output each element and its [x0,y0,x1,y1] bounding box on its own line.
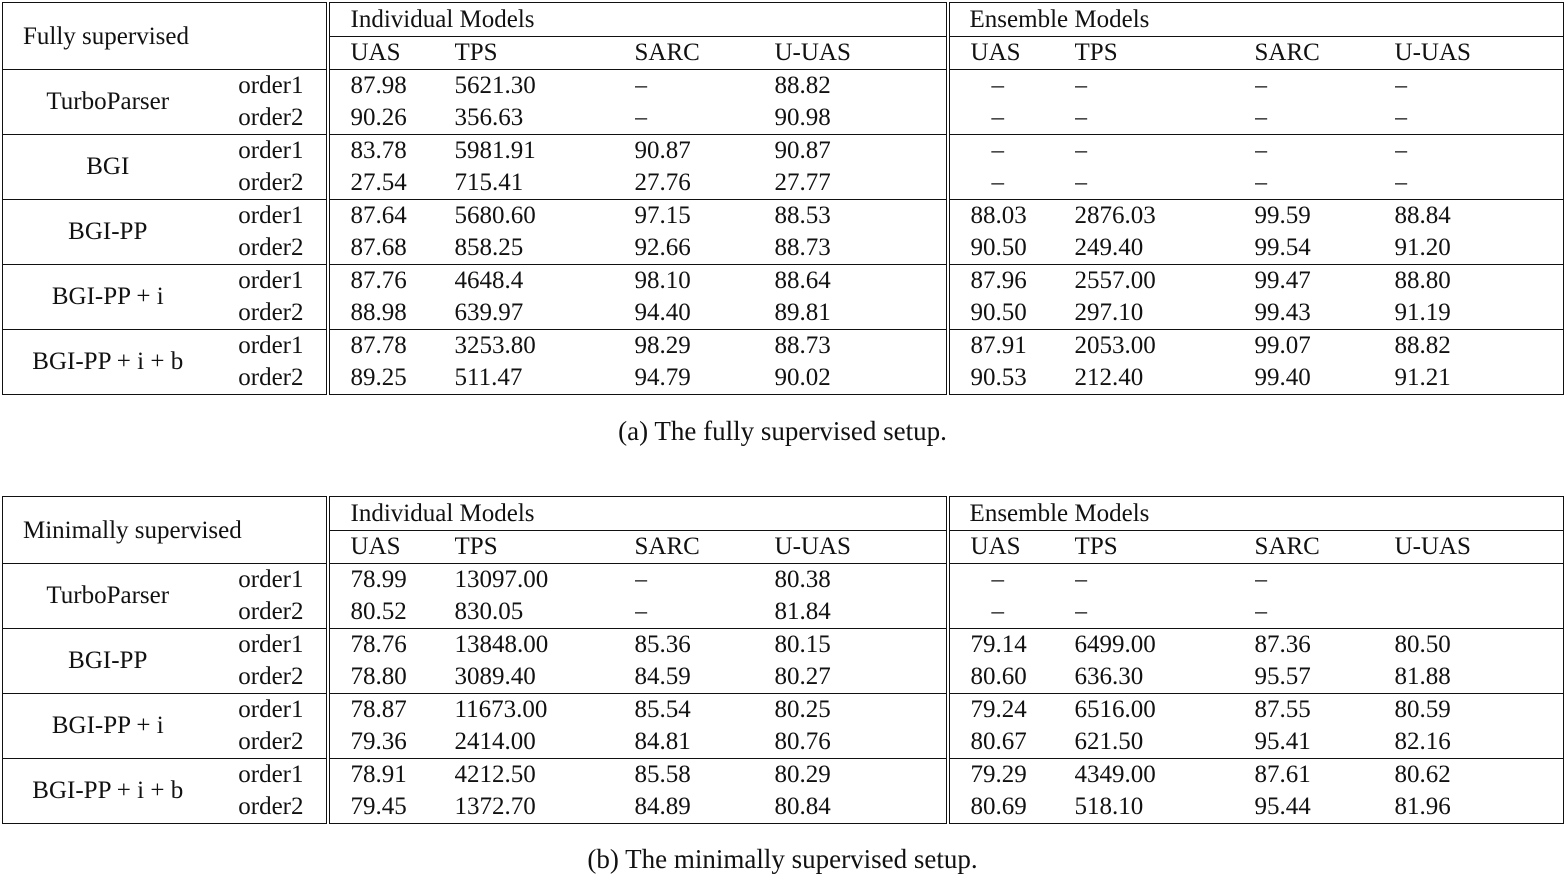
cell-ensemble-sarc: 87.55 [1255,694,1395,727]
spacer [948,37,971,70]
cell-ensemble-uas: – [991,169,1005,196]
table-row [3,759,1564,792]
spacer [328,694,351,727]
cell-ensemble-sarc: – [1254,169,1268,196]
spacer [948,726,971,759]
cell-ensemble-sarc: 99.07 [1255,330,1395,363]
table-row [3,362,1564,395]
cell-ensemble-uas: – [991,72,1005,99]
header-row-groups [3,497,1564,531]
group-header-individual: Individual Models [328,497,948,531]
cell-individual-sarc: – [634,72,647,99]
cell-ensemble-u-uas: 81.96 [1394,793,1451,820]
cell-individual-u-uas: 88.73 [775,232,948,265]
spacer [948,330,971,363]
table-row [3,661,1564,694]
column-header-ensemble: UAS [971,37,1075,70]
cell-individual-uas: 78.80 [350,663,407,690]
spacer [328,200,351,233]
cell-individual-u-uas: 80.15 [775,629,948,662]
cell-individual-u-uas: 80.84 [775,791,948,824]
cell-ensemble-tps: 249.40 [1074,234,1144,261]
cell-individual-tps: 5981.91 [455,135,635,168]
cell-ensemble-uas: – [991,566,1005,593]
cell-ensemble-u-uas: 80.59 [1395,694,1564,727]
cell-ensemble-uas: 90.50 [970,299,1027,326]
cell-ensemble-uas: 90.53 [970,364,1027,391]
order-label: order1 [213,759,328,792]
column-header-ensemble: U-UAS [1395,531,1564,564]
cell-individual-sarc: – [634,566,648,593]
spacer [328,232,351,265]
spacer [328,791,351,824]
spacer [328,70,351,103]
cell-individual-tps: 858.25 [454,234,524,261]
table-row [3,102,1564,135]
cell-ensemble-uas: 90.50 [970,234,1027,261]
cell-individual-tps: 13848.00 [455,629,635,662]
spacer [328,135,351,168]
cell-individual-tps: 11673.00 [455,694,635,727]
cell-individual-uas: 87.76 [351,265,455,298]
cell-individual-u-uas: 90.98 [775,102,948,135]
spacer [328,564,351,597]
table-row [3,564,1564,597]
cell-individual-tps: 4648.4 [455,265,635,298]
spacer [948,531,971,564]
order-label: order2 [213,232,328,265]
results-table-fully-supervised [2,2,1563,395]
cell-ensemble-sarc: – [1255,135,1395,168]
cell-ensemble-u-uas: 88.84 [1395,200,1564,233]
cell-ensemble-tps: 2557.00 [1075,265,1255,298]
cell-individual-u-uas: 88.53 [775,200,948,233]
cell-ensemble-tps: – [1075,135,1255,168]
order-label: order2 [213,791,328,824]
cell-ensemble-sarc: 95.44 [1254,793,1311,820]
column-header-ensemble: TPS [1075,531,1255,564]
cell-individual-u-uas: 80.76 [775,726,948,759]
cell-individual-sarc: 92.66 [634,234,691,261]
cell-ensemble-tps: – [1074,104,1088,131]
cell-ensemble-uas: – [991,598,1005,625]
spacer [948,564,971,597]
spacer [948,661,971,694]
table-row [3,232,1564,265]
model-name: BGI-PP + i [3,265,213,330]
cell-ensemble-uas: 87.96 [971,265,1075,298]
column-header-ensemble: SARC [1255,37,1395,70]
cell-ensemble-u-uas [1395,564,1564,597]
cell-individual-uas: 78.87 [351,694,455,727]
cell-ensemble-uas: – [971,135,1075,168]
model-name: BGI-PP [3,200,213,265]
cell-ensemble-tps: 2876.03 [1075,200,1255,233]
cell-individual-sarc: 94.40 [634,299,691,326]
table-row [3,629,1564,662]
cell-ensemble-sarc: – [1254,72,1268,99]
order-label: order1 [213,70,328,103]
table-row [3,265,1564,298]
cell-ensemble-sarc: 99.40 [1254,364,1311,391]
cell-individual-uas: 83.78 [351,135,455,168]
cell-ensemble-tps: 4349.00 [1075,759,1255,792]
cell-ensemble-uas: 80.60 [970,663,1027,690]
cell-ensemble-sarc: – [1254,566,1268,593]
cell-individual-uas: 88.98 [350,299,407,326]
cell-individual-sarc: 97.15 [635,200,775,233]
cell-ensemble-u-uas: – [1394,72,1408,99]
spacer [328,596,351,629]
table-row [3,330,1564,363]
group-header-ensemble: Ensemble Models [948,3,1564,37]
spacer [948,167,971,200]
order-label: order1 [213,629,328,662]
cell-ensemble-sarc: 99.47 [1255,265,1395,298]
order-label: order1 [213,564,328,597]
spacer [328,167,351,200]
cell-individual-uas: 87.78 [351,330,455,363]
spacer [948,596,971,629]
cell-individual-u-uas: 80.27 [775,661,948,694]
cell-individual-u-uas: 88.64 [775,265,948,298]
header-row-groups [3,3,1564,37]
cell-individual-sarc: 85.36 [635,629,775,662]
cell-ensemble-tps: 6516.00 [1075,694,1255,727]
cell-ensemble-sarc: 99.54 [1254,234,1311,261]
order-label: order2 [213,661,328,694]
table-row [3,70,1564,103]
setup-label: Minimally supervised [3,497,328,564]
order-label: order1 [213,135,328,168]
cell-individual-uas: 78.99 [350,566,407,593]
cell-individual-sarc: 85.58 [635,759,775,792]
cell-individual-tps: 830.05 [454,598,524,625]
spacer [328,661,351,694]
cell-individual-uas: 78.76 [351,629,455,662]
cell-individual-tps: 639.97 [454,299,524,326]
cell-individual-tps: 2414.00 [454,728,536,755]
model-name: TurboParser [46,88,170,115]
spacer [328,265,351,298]
cell-individual-u-uas: 88.73 [775,330,948,363]
cell-individual-u-uas: 90.02 [775,362,948,395]
cell-ensemble-u-uas: – [1394,169,1408,196]
cell-individual-sarc: – [634,104,647,131]
cell-ensemble-uas: 79.29 [971,759,1075,792]
cell-ensemble-sarc: – [1254,104,1268,131]
spacer [948,297,971,330]
table-row [3,791,1564,824]
table-caption-a: (a) The fully supervised setup. [618,416,947,446]
cell-individual-u-uas: 90.87 [775,135,948,168]
cell-ensemble-u-uas: – [1395,135,1564,168]
cell-individual-sarc: 84.59 [634,663,691,690]
model-name: BGI [3,135,213,200]
table [2,2,1564,395]
cell-individual-sarc: 94.79 [634,364,691,391]
cell-ensemble-u-uas: 91.20 [1394,234,1451,261]
cell-ensemble-tps: – [1074,72,1088,99]
spacer [328,759,351,792]
column-header-individual: TPS [455,37,635,70]
cell-individual-uas: 79.45 [350,793,407,820]
table-row [3,726,1564,759]
cell-ensemble-sarc: 99.59 [1255,200,1395,233]
cell-ensemble-u-uas: 88.82 [1395,330,1564,363]
spacer [328,362,351,395]
cell-ensemble-u-uas: 80.50 [1395,629,1564,662]
cell-individual-sarc: 84.81 [634,728,691,755]
cell-ensemble-sarc: 99.43 [1254,299,1311,326]
model-name: BGI-PP [3,629,213,694]
cell-ensemble-uas: 88.03 [971,200,1075,233]
cell-ensemble-uas: 87.91 [971,330,1075,363]
cell-ensemble-uas: 79.14 [971,629,1075,662]
cell-individual-sarc: 98.29 [635,330,775,363]
group-header-individual: Individual Models [328,3,948,37]
cell-individual-uas: 89.25 [350,364,407,391]
spacer [328,330,351,363]
cell-individual-u-uas: 80.29 [775,759,948,792]
cell-ensemble-tps: 2053.00 [1075,330,1255,363]
cell-individual-tps: 356.63 [454,104,524,131]
cell-individual-sarc: 84.89 [634,793,691,820]
cell-individual-uas: 90.26 [350,104,407,131]
cell-ensemble-sarc: 95.41 [1254,728,1311,755]
cell-ensemble-u-uas: 91.19 [1394,299,1451,326]
cell-individual-uas: 79.36 [350,728,407,755]
column-header-ensemble: TPS [1075,37,1255,70]
cell-individual-u-uas: 88.82 [775,70,948,103]
table [2,496,1564,824]
order-label: order2 [213,297,328,330]
model-name: TurboParser [46,582,170,609]
spacer [948,232,971,265]
spacer [948,694,971,727]
table-row [3,135,1564,168]
order-label: order1 [213,200,328,233]
model-name: BGI-PP + i + b [3,759,213,824]
spacer [328,629,351,662]
spacer [328,531,351,564]
spacer [948,70,971,103]
order-label: order2 [213,102,328,135]
cell-individual-u-uas: 80.25 [775,694,948,727]
cell-individual-sarc: 85.54 [635,694,775,727]
cell-individual-u-uas: 80.38 [775,564,948,597]
cell-ensemble-u-uas: 82.16 [1394,728,1451,755]
table-row [3,200,1564,233]
cell-individual-tps: 3253.80 [455,330,635,363]
spacer [328,297,351,330]
cell-ensemble-u-uas: 91.21 [1394,364,1451,391]
column-header-individual: SARC [635,531,775,564]
column-header-individual: SARC [635,37,775,70]
model-name: BGI-PP + i + b [3,330,213,395]
order-label: order2 [213,362,328,395]
cell-ensemble-u-uas: 80.62 [1395,759,1564,792]
spacer [948,791,971,824]
cell-ensemble-u-uas: 81.88 [1394,663,1451,690]
cell-individual-tps: 13097.00 [454,566,549,593]
spacer [948,759,971,792]
cell-individual-tps: 1372.70 [454,793,536,820]
cell-ensemble-u-uas: 88.80 [1395,265,1564,298]
cell-ensemble-sarc: 87.61 [1255,759,1395,792]
cell-ensemble-uas: 80.69 [970,793,1027,820]
cell-ensemble-tps: 297.10 [1074,299,1144,326]
column-header-individual: U-UAS [775,531,948,564]
cell-individual-tps: 715.41 [454,169,524,196]
spacer [948,102,971,135]
cell-individual-tps: 5621.30 [454,72,536,99]
cell-ensemble-uas: – [991,104,1005,131]
table-caption-b: (b) The minimally supervised setup. [587,844,978,874]
cell-individual-u-uas: 89.81 [775,297,948,330]
cell-ensemble-u-uas: – [1394,104,1408,131]
cell-ensemble-tps: 212.40 [1074,364,1144,391]
cell-individual-sarc: 98.10 [635,265,775,298]
order-label: order1 [213,694,328,727]
setup-label: Fully supervised [3,3,328,70]
cell-individual-u-uas: 81.84 [775,596,948,629]
spacer [948,135,971,168]
results-table-minimally-supervised [2,496,1563,824]
cell-ensemble-tps: – [1074,169,1088,196]
cell-individual-sarc: 90.87 [635,135,775,168]
cell-individual-uas: 80.52 [350,598,407,625]
cell-individual-tps: 4212.50 [455,759,635,792]
order-label: order1 [213,330,328,363]
cell-individual-tps: 5680.60 [455,200,635,233]
cell-ensemble-uas: 79.24 [971,694,1075,727]
cell-individual-uas: 87.68 [350,234,407,261]
spacer [328,102,351,135]
group-header-ensemble: Ensemble Models [948,497,1564,531]
spacer [328,37,351,70]
column-header-individual: UAS [351,37,455,70]
column-header-ensemble: SARC [1255,531,1395,564]
cell-individual-uas: 27.54 [350,169,407,196]
order-label: order2 [213,596,328,629]
table-row [3,694,1564,727]
order-label: order1 [213,265,328,298]
cell-ensemble-sarc: 87.36 [1255,629,1395,662]
cell-individual-tps: 3089.40 [454,663,536,690]
table-row [3,167,1564,200]
cell-individual-sarc: 27.76 [634,169,691,196]
cell-ensemble-tps: 518.10 [1074,793,1144,820]
spacer [948,362,971,395]
column-header-individual: TPS [455,531,635,564]
cell-ensemble-tps: 6499.00 [1075,629,1255,662]
spacer [328,726,351,759]
table-row [3,596,1564,629]
cell-ensemble-tps: – [1074,566,1088,593]
cell-individual-uas: 78.91 [351,759,455,792]
cell-ensemble-sarc: – [1254,598,1268,625]
table-row [3,297,1564,330]
model-name: BGI-PP + i [3,694,213,759]
cell-individual-tps: 511.47 [454,364,523,391]
cell-ensemble-uas: 80.67 [970,728,1027,755]
column-header-individual: UAS [351,531,455,564]
cell-ensemble-tps: 621.50 [1074,728,1144,755]
cell-individual-uas: 87.64 [351,200,455,233]
cell-ensemble-sarc: 95.57 [1254,663,1311,690]
column-header-individual: U-UAS [775,37,948,70]
cell-individual-uas: 87.98 [350,72,407,99]
cell-ensemble-tps: – [1074,598,1088,625]
order-label: order2 [213,726,328,759]
spacer [948,200,971,233]
cell-individual-u-uas: 27.77 [775,167,948,200]
cell-individual-sarc: – [634,598,648,625]
spacer [948,265,971,298]
cell-ensemble-u-uas [1395,596,1564,629]
cell-ensemble-tps: 636.30 [1074,663,1144,690]
spacer [948,629,971,662]
column-header-ensemble: UAS [971,531,1075,564]
column-header-ensemble: U-UAS [1395,37,1564,70]
order-label: order2 [213,167,328,200]
